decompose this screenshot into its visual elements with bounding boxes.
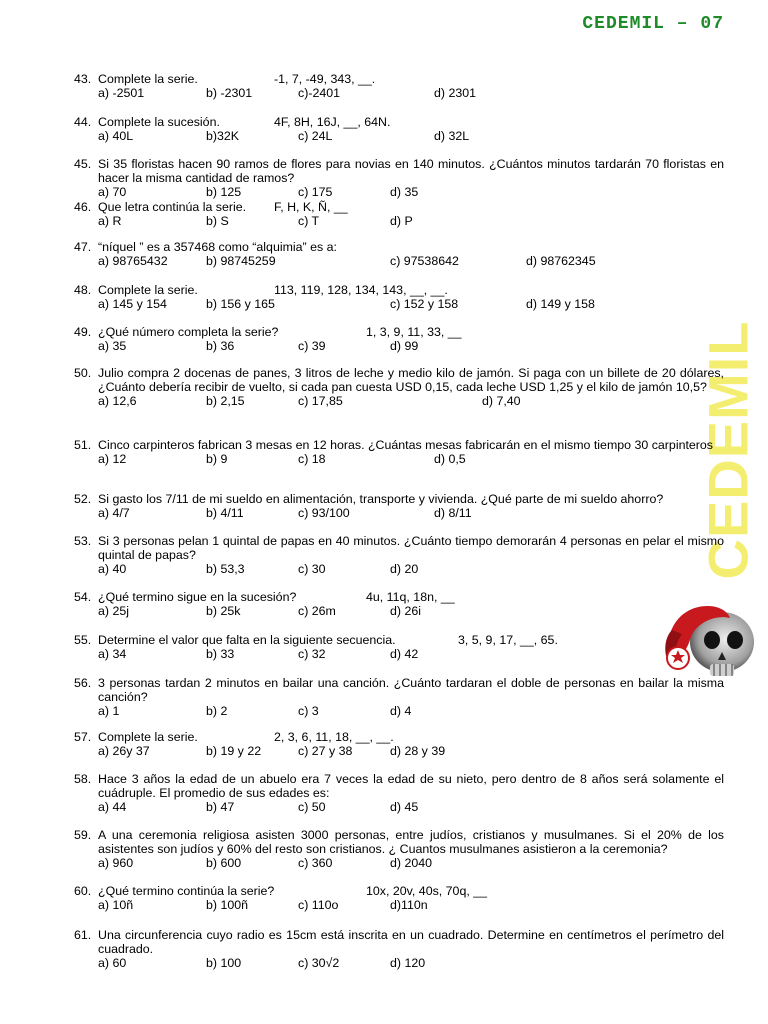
question-block bbox=[74, 240, 724, 268]
answer-option-b: b) 125 bbox=[206, 185, 242, 200]
question-number: 44. bbox=[74, 115, 92, 129]
question-number: 60. bbox=[74, 884, 92, 898]
question-line bbox=[74, 590, 724, 604]
question-block bbox=[74, 828, 724, 871]
answer-option-c: c) 3 bbox=[298, 704, 319, 719]
answer-option-d: d) 120 bbox=[390, 956, 426, 971]
question-block bbox=[74, 492, 724, 520]
question-number: 49. bbox=[74, 325, 92, 339]
answer-option-b: b) 156 y 165 bbox=[206, 297, 275, 312]
answer-option-a: a) 34 bbox=[98, 647, 127, 662]
question-number: 45. bbox=[74, 157, 92, 171]
answer-option-a: a) 98765432 bbox=[98, 254, 168, 269]
question-number: 61. bbox=[74, 928, 92, 942]
answer-option-d: d) 35 bbox=[390, 185, 419, 200]
answer-option-b: b) 100ñ bbox=[206, 898, 249, 913]
answer-option-d: d) 2301 bbox=[434, 86, 477, 101]
answer-option-d: d) 42 bbox=[390, 647, 419, 662]
question-text: Cinco carpinteros fabrican 3 mesas en 12 horas. ¿Cuántas mesas fabricarán en el mismo tiempo 30 carpinteros bbox=[98, 438, 714, 452]
answer-option-a: a) -2501 bbox=[98, 86, 145, 101]
question-number: 48. bbox=[74, 283, 92, 297]
answer-option-b: b)32K bbox=[206, 129, 240, 144]
answer-option-b: b) 4/11 bbox=[206, 506, 244, 521]
answer-option-a: a) 12,6 bbox=[98, 394, 137, 409]
answer-option-d: d) 4 bbox=[390, 704, 412, 719]
answer-option-a: a) 44 bbox=[98, 800, 127, 815]
answer-option-c: c) 93/100 bbox=[298, 506, 350, 521]
answer-option-d: d) 28 y 39 bbox=[390, 744, 446, 759]
question-number: 55. bbox=[74, 633, 92, 647]
answer-options bbox=[74, 129, 724, 143]
answer-option-b: b) -2301 bbox=[206, 86, 253, 101]
question-series: 3, 5, 9, 17, __, 65. bbox=[458, 633, 558, 647]
question-text: Si 3 personas pelan 1 quintal de papas en 40 minutos. ¿Cuánto tiempo demorarán 4 personas en pelar el mismo quintal de papas? bbox=[98, 534, 724, 563]
answer-option-c: c) 24L bbox=[298, 129, 333, 144]
question-block bbox=[74, 676, 724, 719]
question-number: 58. bbox=[74, 772, 92, 786]
question-series: 10x, 20v, 40s, 70q, __ bbox=[366, 884, 488, 898]
question-text: ¿Qué termino sigue en la sucesión? bbox=[98, 590, 297, 604]
question-series: 4u, 11q, 18n, __ bbox=[366, 590, 455, 604]
answer-option-b: b) S bbox=[206, 214, 229, 229]
question-line bbox=[74, 325, 724, 339]
answer-option-a: a) 960 bbox=[98, 856, 134, 871]
watermark-text: CEDEMIL bbox=[696, 320, 760, 580]
answer-option-c: c) 152 y 158 bbox=[390, 297, 459, 312]
answer-option-d: d) P bbox=[390, 214, 413, 229]
question-block bbox=[74, 534, 724, 577]
answer-option-b: b) 25k bbox=[206, 604, 241, 619]
answer-options bbox=[74, 956, 724, 970]
answer-option-d: d) 32L bbox=[434, 129, 470, 144]
answer-options bbox=[74, 86, 724, 100]
question-number: 47. bbox=[74, 240, 92, 254]
answer-option-b: b) 47 bbox=[206, 800, 235, 815]
question-text: ¿Qué termino continúa la serie? bbox=[98, 884, 275, 898]
question-text: Complete la sucesión. bbox=[98, 115, 220, 129]
answer-option-b: b) 98745259 bbox=[206, 254, 276, 269]
question-text: A una ceremonia religiosa asisten 3000 personas, entre judíos, cristianos y musulmanes. Si el 20% de los asistentes son judíos y 60% del resto son cristianos. ¿ Cuantos musulmanes asistieron a la ceremonia? bbox=[98, 828, 724, 857]
answer-option-c: c) 39 bbox=[298, 339, 326, 354]
answer-option-b: b) 33 bbox=[206, 647, 235, 662]
question-block bbox=[74, 633, 724, 661]
answer-option-b: b) 36 bbox=[206, 339, 235, 354]
question-line bbox=[74, 884, 724, 898]
question-text: Si 35 floristas hacen 90 ramos de flores para novias en 140 minutos. ¿Cuántos minutos tardarán 70 floristas en hacer la misma cantidad de ramos? bbox=[98, 157, 724, 186]
answer-option-a: a) 12 bbox=[98, 452, 127, 467]
question-text: Determine el valor que falta en la siguiente secuencia. bbox=[98, 633, 396, 647]
answer-options bbox=[74, 898, 724, 912]
answer-options bbox=[74, 254, 724, 268]
question-block bbox=[74, 438, 724, 466]
question-text: Julio compra 2 docenas de panes, 3 litros de leche y medio kilo de jamón. Si paga con un billete de 20 dólares, ¿Cuánto debería recibir de vuelto, si cada pan cuesta USD 0,15, cada leche USD 1,25 y el kilo de jamón 10,5? bbox=[98, 366, 724, 395]
answer-option-a: a) 40L bbox=[98, 129, 134, 144]
answer-option-a: a) 145 y 154 bbox=[98, 297, 167, 312]
answer-option-b: b) 9 bbox=[206, 452, 228, 467]
question-line bbox=[74, 633, 724, 647]
answer-option-c: c) 30 bbox=[298, 562, 326, 577]
question-line bbox=[74, 200, 724, 214]
answer-option-a: a) 4/7 bbox=[98, 506, 130, 521]
answer-option-c: c) T bbox=[298, 214, 320, 229]
answer-option-c: c) 27 y 38 bbox=[298, 744, 353, 759]
answer-option-b: b) 53,3 bbox=[206, 562, 245, 577]
answer-option-b: b) 2,15 bbox=[206, 394, 245, 409]
question-line bbox=[74, 730, 724, 744]
question-block bbox=[74, 590, 724, 618]
question-line bbox=[74, 72, 724, 86]
question-text: Una circunferencia cuyo radio es 15cm está inscrita en un cuadrado. Determine en centímetros el perímetro del cuadrado. bbox=[98, 928, 724, 957]
question-block bbox=[74, 772, 724, 815]
question-number: 52. bbox=[74, 492, 92, 506]
answer-options bbox=[74, 506, 724, 520]
question-text: ¿Qué número completa la serie? bbox=[98, 325, 279, 339]
question-line bbox=[74, 115, 724, 129]
answer-options bbox=[74, 800, 724, 814]
question-series: 4F, 8H, 16J, __, 64N. bbox=[274, 115, 391, 129]
answer-option-d: d) 45 bbox=[390, 800, 419, 815]
answer-option-b: b) 2 bbox=[206, 704, 228, 719]
question-series: 1, 3, 9, 11, 33, __ bbox=[366, 325, 462, 339]
answer-option-c: c) 360 bbox=[298, 856, 333, 871]
question-number: 43. bbox=[74, 72, 92, 86]
question-number: 46. bbox=[74, 200, 92, 214]
answer-option-a: a) 1 bbox=[98, 704, 120, 719]
question-number: 51. bbox=[74, 438, 92, 452]
answer-option-b: b) 19 y 22 bbox=[206, 744, 262, 759]
question-number: 53. bbox=[74, 534, 92, 548]
answer-options bbox=[74, 214, 724, 228]
answer-option-c: c) 32 bbox=[298, 647, 326, 662]
answer-option-c: c) 50 bbox=[298, 800, 326, 815]
answer-options bbox=[74, 856, 724, 870]
answer-option-c: c) 110o bbox=[298, 898, 339, 913]
page-header: CEDEMIL – 07 bbox=[582, 14, 724, 34]
answer-option-d: d) 7,40 bbox=[482, 394, 521, 409]
question-text: Si gasto los 7/11 de mi sueldo en alimentación, transporte y vivienda. ¿Qué parte de mi sueldo ahorro? bbox=[98, 492, 664, 506]
question-text: Que letra continúa la serie. bbox=[98, 200, 247, 214]
question-text: “níquel ” es a 357468 como “alquimia” es a: bbox=[98, 240, 337, 254]
answer-option-a: a) 60 bbox=[98, 956, 127, 971]
question-number: 57. bbox=[74, 730, 92, 744]
question-number: 56. bbox=[74, 676, 92, 690]
answer-option-c: c) 18 bbox=[298, 452, 326, 467]
answer-option-d: d) 26i bbox=[390, 604, 421, 619]
answer-option-c: c)-2401 bbox=[298, 86, 341, 101]
question-number: 54. bbox=[74, 590, 92, 604]
answer-option-b: b) 100 bbox=[206, 956, 242, 971]
answer-option-a: a) 26y 37 bbox=[98, 744, 150, 759]
answer-option-a: a) 70 bbox=[98, 185, 127, 200]
question-block bbox=[74, 157, 724, 200]
answer-option-d: d) 8/11 bbox=[434, 506, 472, 521]
answer-option-c: c) 97538642 bbox=[390, 254, 459, 269]
answer-option-a: a) 40 bbox=[98, 562, 127, 577]
question-block bbox=[74, 115, 724, 143]
answer-option-a: a) 25j bbox=[98, 604, 129, 619]
answer-options bbox=[74, 339, 724, 353]
answer-option-a: a) 10ñ bbox=[98, 898, 134, 913]
question-block bbox=[74, 283, 724, 311]
question-text: Complete la serie. bbox=[98, 72, 198, 86]
question-line bbox=[74, 283, 724, 297]
answer-option-d: d) 98762345 bbox=[526, 254, 596, 269]
answer-options bbox=[74, 394, 724, 408]
question-series: -1, 7, -49, 343, __. bbox=[274, 72, 376, 86]
answer-option-d: d) 149 y 158 bbox=[526, 297, 595, 312]
answer-option-d: d) 20 bbox=[390, 562, 419, 577]
question-series: F, H, K, Ñ, __ bbox=[274, 200, 348, 214]
question-series: 2, 3, 6, 11, 18, __, __. bbox=[274, 730, 394, 744]
question-number: 59. bbox=[74, 828, 92, 842]
question-text: 3 personas tardan 2 minutos en bailar una canción. ¿Cuánto tardaran el doble de personas en bailar la misma canción? bbox=[98, 676, 724, 705]
answer-option-c: c) 175 bbox=[298, 185, 333, 200]
question-block bbox=[74, 325, 724, 353]
answer-option-c: c) 30√2 bbox=[298, 956, 340, 971]
answer-option-a: a) R bbox=[98, 214, 122, 229]
answer-option-d: d) 0,5 bbox=[434, 452, 466, 467]
question-block bbox=[74, 730, 724, 758]
question-block bbox=[74, 928, 724, 971]
question-number: 50. bbox=[74, 366, 92, 380]
answer-option-c: c) 26m bbox=[298, 604, 336, 619]
answer-option-a: a) 35 bbox=[98, 339, 127, 354]
answer-options bbox=[74, 297, 724, 311]
answer-options bbox=[74, 647, 724, 661]
answer-options bbox=[74, 562, 724, 576]
question-text: Hace 3 años la edad de un abuelo era 7 veces la edad de su nieto, pero dentro de 8 años será solamente el cuádruple. El promedio de sus edades es: bbox=[98, 772, 724, 801]
question-series: 113, 119, 128, 134, 143, __, __. bbox=[274, 283, 448, 297]
answer-options bbox=[74, 704, 724, 718]
answer-option-d: d)110n bbox=[390, 898, 428, 913]
answer-option-c: c) 17,85 bbox=[298, 394, 343, 409]
question-block bbox=[74, 884, 724, 912]
answer-options bbox=[74, 452, 724, 466]
question-block bbox=[74, 72, 724, 100]
question-block bbox=[74, 366, 724, 409]
question-text: Complete la serie. bbox=[98, 283, 198, 297]
answer-options bbox=[74, 604, 724, 618]
answer-options bbox=[74, 744, 724, 758]
answer-option-d: d) 99 bbox=[390, 339, 419, 354]
answer-option-d: d) 2040 bbox=[390, 856, 433, 871]
question-block bbox=[74, 200, 724, 228]
answer-options bbox=[74, 185, 724, 199]
answer-option-b: b) 600 bbox=[206, 856, 242, 871]
question-text: Complete la serie. bbox=[98, 730, 198, 744]
